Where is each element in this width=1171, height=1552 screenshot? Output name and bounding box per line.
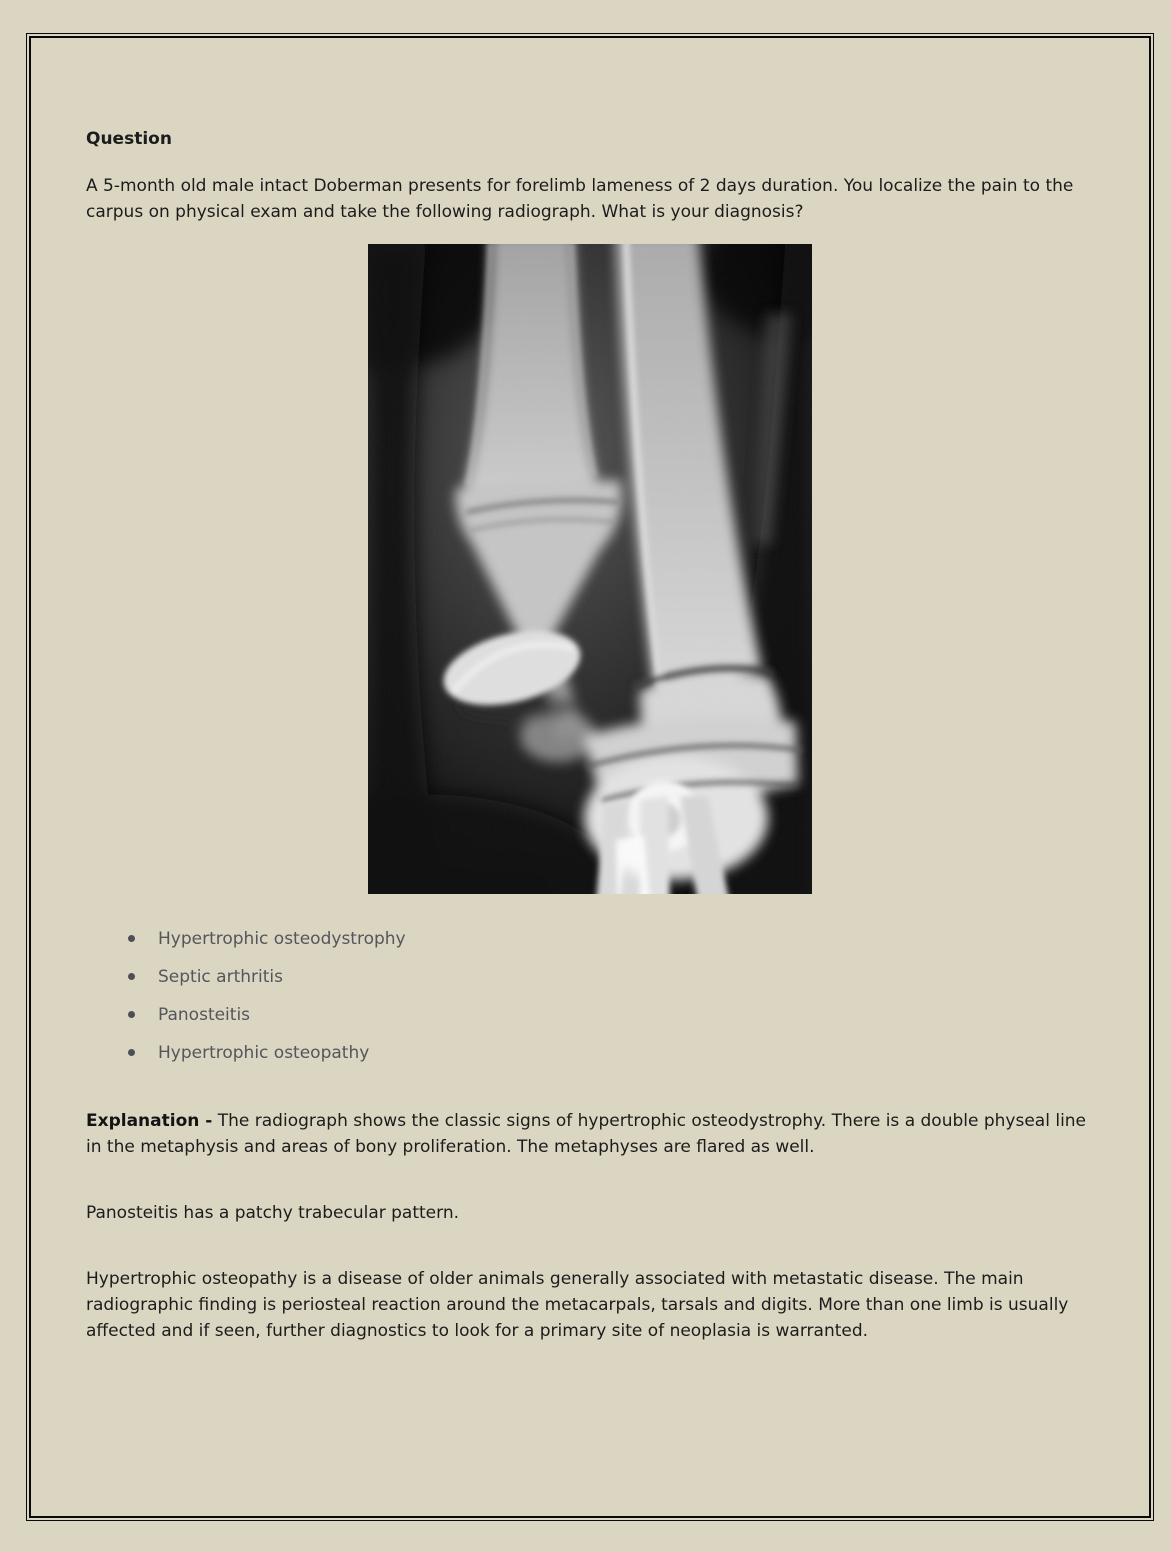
quiz-content [31,38,1149,1344]
explanation-paragraph-2: Panosteitis has a patchy trabecular pattern. [86,1203,460,1223]
answer-options-list [86,926,1094,1066]
question-text: A 5-month old male intact Doberman presents for forelimb lameness of 2 days duration. You localize the pain to the carpus on physical exam and take the following radiograph. What is your diagnosis? [86,176,1074,222]
question-heading: Question [86,129,172,149]
explanation-paragraph-1 [86,1108,1094,1160]
page-border-frame [26,33,1154,1521]
explanation-text-1: The radiograph shows the classic signs of hypertrophic osteodystrophy. There is a double physeal line in the metaphysis and areas of bony proliferation. The metaphyses are flared as well. [86,1111,1087,1157]
radiograph-container [86,244,1094,902]
option-hypertrophic-osteodystrophy: Hypertrophic osteodystrophy [128,926,1094,952]
explanation-paragraph-3: Hypertrophic osteopathy is a disease of older animals generally associated with metastatic disease. The main radiographic finding is periosteal reaction around the metacarpals, tarsals and digits. More than one limb is usually affected and if seen, further diagnostics to look for a primary site of neoplasia is warranted. [86,1269,1069,1341]
page-border-inner [29,36,1151,1518]
option-septic-arthritis: Septic arthritis [128,964,1094,990]
explanation-heading: Explanation - [86,1111,213,1131]
option-panosteitis: Panosteitis [128,1002,1094,1028]
radiograph-image [368,244,812,894]
option-hypertrophic-osteopathy: Hypertrophic osteopathy [128,1040,1094,1066]
